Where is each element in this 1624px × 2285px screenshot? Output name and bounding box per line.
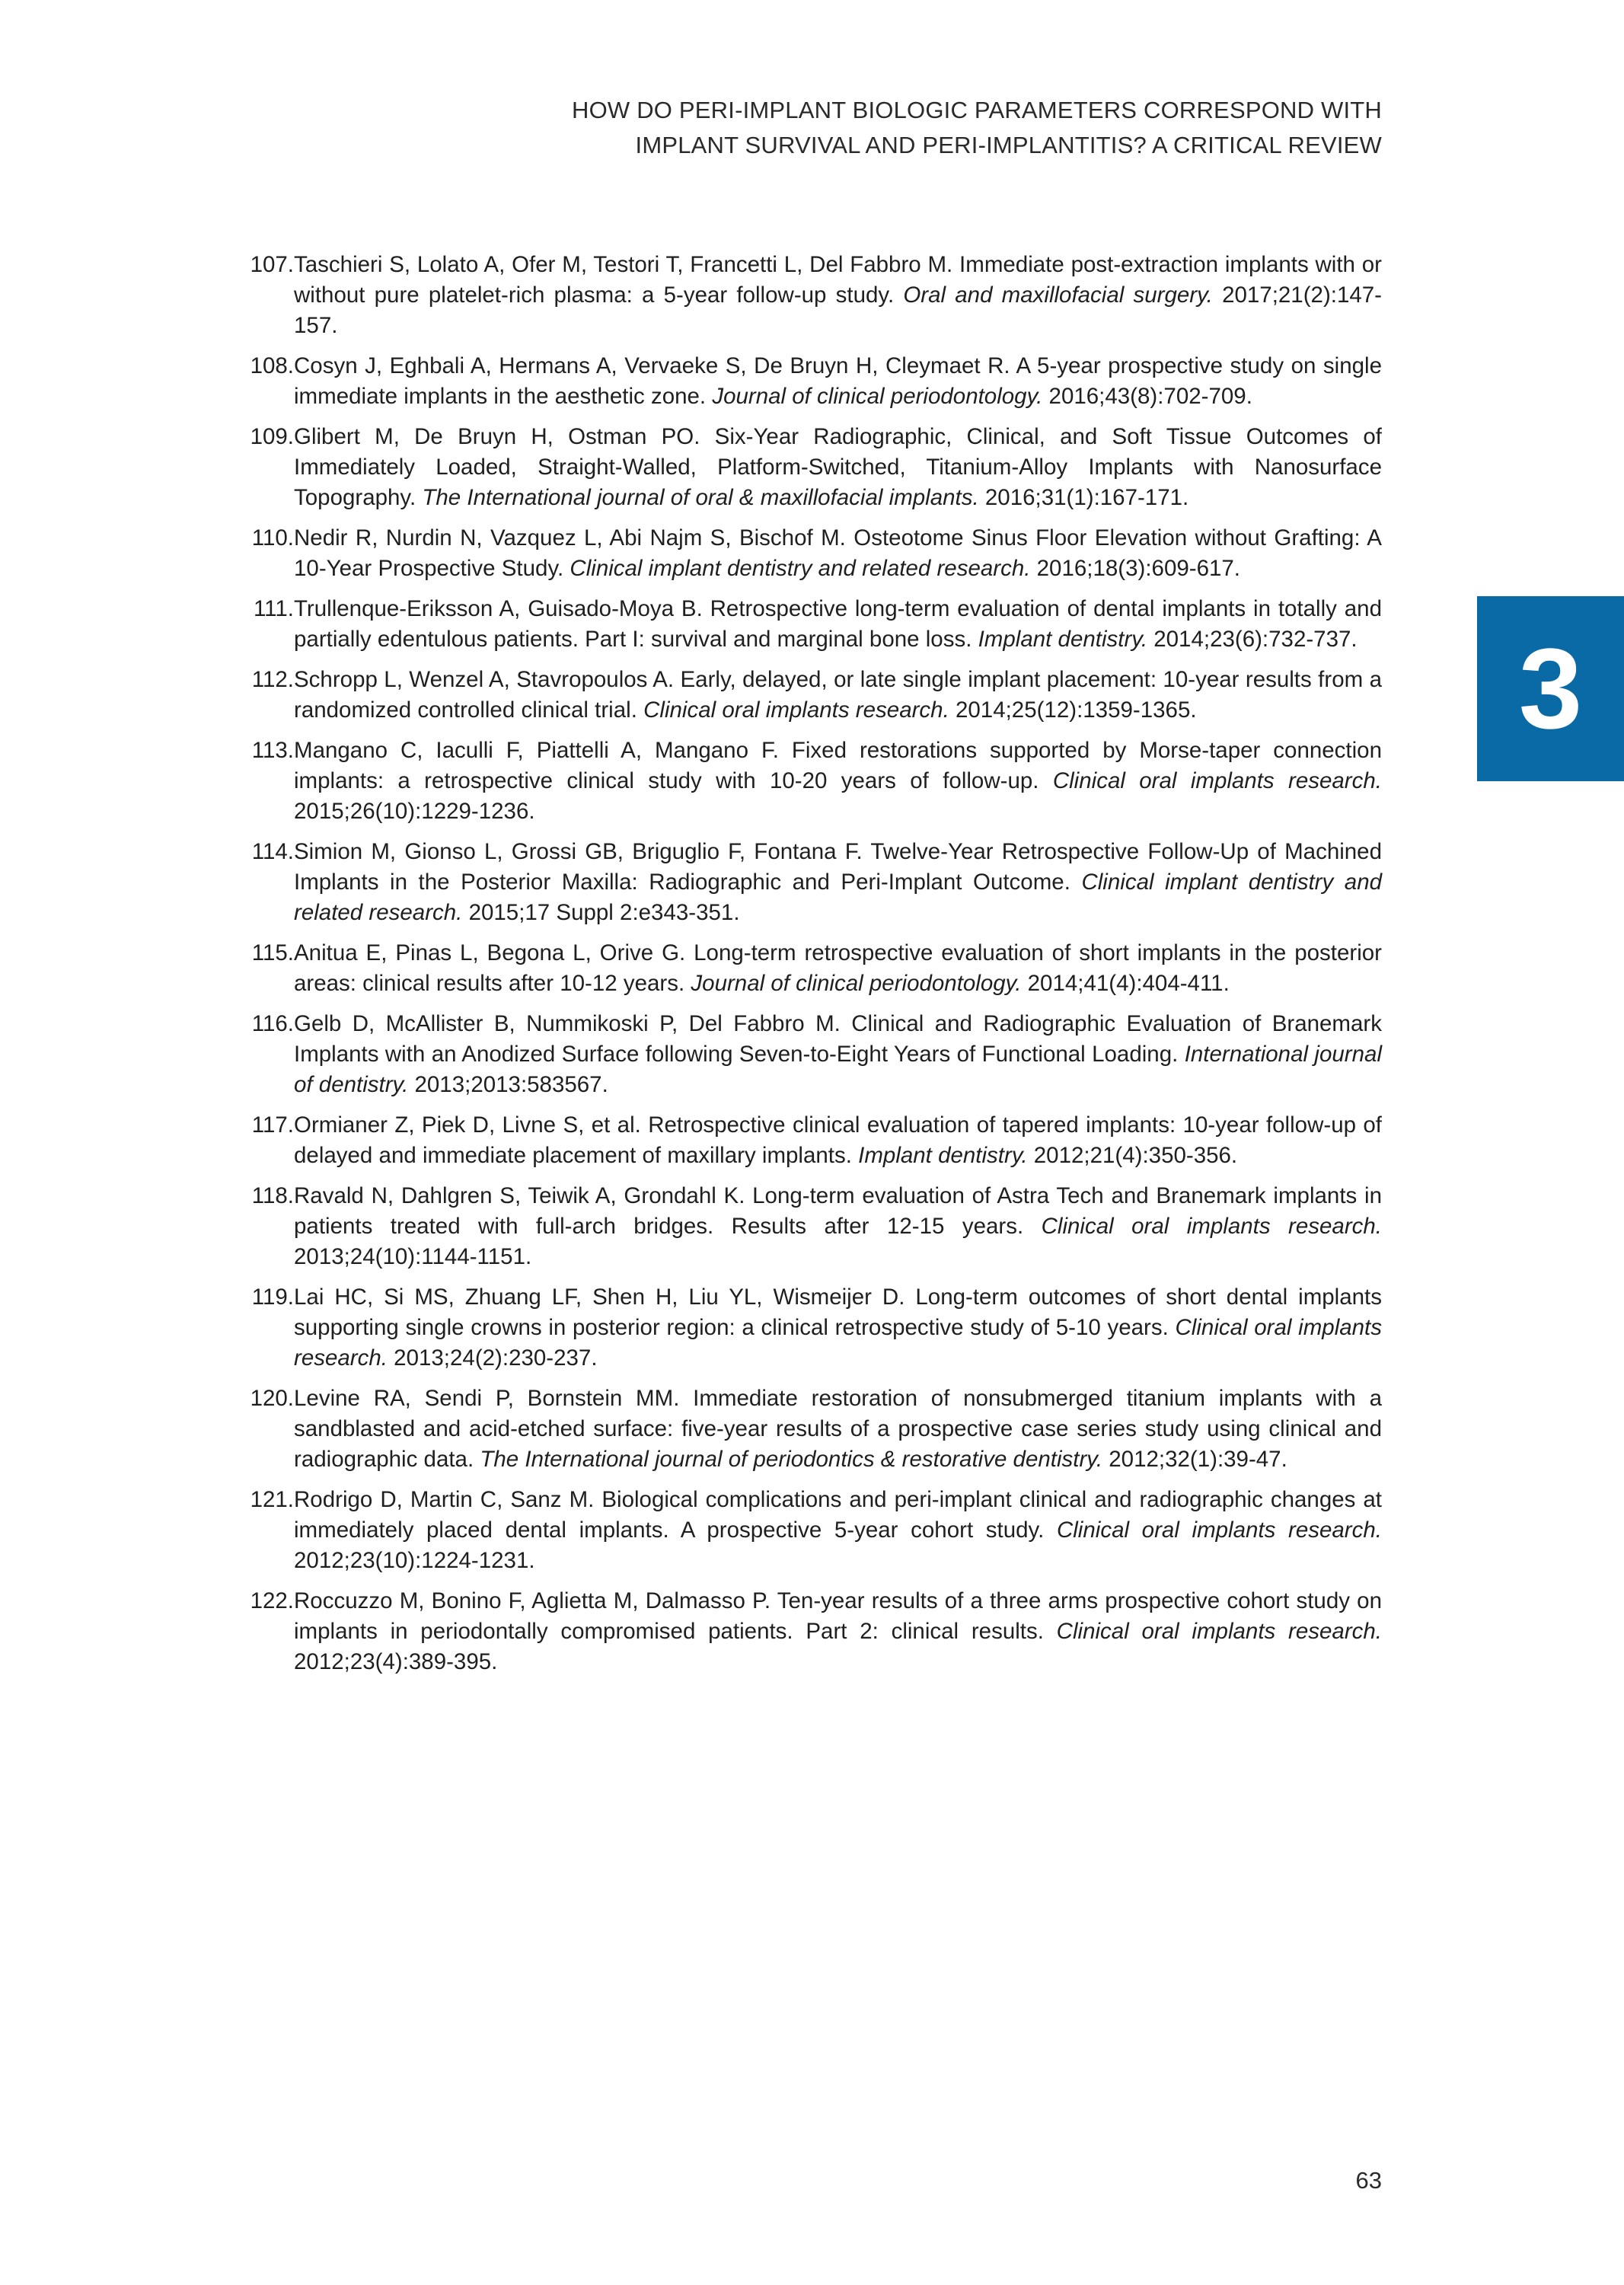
reference-item — [227, 351, 1382, 412]
reference-citation: 2015;26(10):1229-1236. — [294, 799, 535, 824]
reference-number: 107. — [250, 252, 294, 277]
reference-journal: Journal of clinical periodontology. — [691, 971, 1022, 996]
reference-text — [294, 351, 1382, 412]
reference-number: 119. — [251, 1285, 294, 1310]
reference-text — [294, 837, 1382, 928]
reference-citation: 2017;21(2):147-157. — [294, 282, 1383, 338]
reference-authors-title: Simion M, Gionso L, Grossi GB, Briguglio F, Fontana F. Twelve-Year Retrospective Follow-Up of Machined Implants in the Posterior Maxilla: Radiographic and Peri-Implant Outcome. — [294, 839, 1382, 895]
reference-journal: Clinical oral implants research. — [643, 697, 949, 723]
reference-number: 112. — [251, 667, 294, 692]
reference-text — [294, 1110, 1382, 1171]
reference-item — [227, 1009, 1382, 1100]
reference-item — [227, 1181, 1382, 1272]
reference-journal: Clinical implant dentistry and related research. — [570, 556, 1031, 581]
running-header-line-2: IMPLANT SURVIVAL AND PERI-IMPLANTITIS? A CRITICAL REVIEW — [635, 132, 1382, 158]
reference-item — [227, 1282, 1382, 1374]
reference-citation: 2012;32(1):39-47. — [1102, 1447, 1287, 1472]
reference-journal: Clinical oral implants research. — [1056, 1619, 1382, 1644]
reference-number: 121. — [250, 1487, 294, 1512]
reference-authors-title: Anitua E, Pinas L, Begona L, Orive G. Long-term retrospective evaluation of short implants in the posterior areas: clinical results after 10-12 years. — [294, 940, 1382, 996]
reference-number: 118. — [251, 1183, 294, 1208]
reference-text — [294, 1383, 1382, 1475]
reference-item — [227, 523, 1382, 584]
reference-text — [294, 594, 1382, 655]
reference-authors-title: Schropp L, Wenzel A, Stavropoulos A. Early, delayed, or late single implant placement: 10-year results from a randomized controlled clinical trial. — [294, 667, 1382, 723]
reference-number: 120. — [250, 1386, 294, 1411]
reference-number: 111. — [253, 596, 294, 621]
chapter-tab — [1477, 596, 1624, 781]
reference-citation: 2013;2013:583567. — [408, 1072, 608, 1097]
reference-authors-title: Taschieri S, Lolato A, Ofer M, Testori T, Francetti L, Del Fabbro M. Immediate post-extraction implants with or without pure platelet-rich plasma: a 5-year follow-up study. — [294, 252, 1382, 308]
reference-text — [294, 523, 1382, 584]
reference-authors-title: Nedir R, Nurdin N, Vazquez L, Abi Najm S, Bischof M. Osteotome Sinus Floor Elevation without Grafting: A 10-Year Prospective Study. — [294, 525, 1382, 581]
reference-text — [294, 665, 1382, 726]
reference-number: 109. — [250, 424, 294, 449]
page-number: 63 — [1355, 2167, 1382, 2194]
reference-list — [227, 250, 1382, 1687]
reference-number: 115. — [251, 940, 294, 965]
reference-text — [294, 1282, 1382, 1374]
running-header-line-1: HOW DO PERI-IMPLANT BIOLOGIC PARAMETERS CORRESPOND WITH — [572, 97, 1382, 123]
reference-citation: 2014;23(6):732-737. — [1147, 627, 1358, 652]
reference-journal: Clinical oral implants research. — [1056, 1517, 1382, 1543]
reference-authors-title: Trullenque-Eriksson A, Guisado-Moya B. Retrospective long-term evaluation of dental implants in totally and partially edentulous patients. Part I: survival and marginal bone loss. — [294, 596, 1382, 652]
reference-number: 108. — [250, 353, 294, 378]
reference-authors-title: Levine RA, Sendi P, Bornstein MM. Immediate restoration of nonsubmerged titanium implants with a sandblasted and acid-etched surface: five-year results of a prospective case series study using clinical and radiographic data. — [294, 1386, 1382, 1472]
reference-citation: 2016;18(3):609-617. — [1030, 556, 1240, 581]
reference-number: 114. — [251, 839, 294, 864]
reference-item — [227, 837, 1382, 928]
reference-text — [294, 938, 1382, 999]
reference-number: 117. — [251, 1112, 294, 1138]
reference-number: 116. — [251, 1011, 294, 1036]
reference-item — [227, 736, 1382, 827]
reference-authors-title: Glibert M, De Bruyn H, Ostman PO. Six-Year Radiographic, Clinical, and Soft Tissue Outcomes of Immediately Loaded, Straight-Walled, Platform-Switched, Titanium-Alloy Implants with Nanosurface Topography. — [294, 424, 1382, 510]
reference-authors-title: Ormianer Z, Piek D, Livne S, et al. Retrospective clinical evaluation of tapered implants: 10-year follow-up of delayed and immediate placement of maxillary implants. — [294, 1112, 1382, 1168]
reference-journal: Clinical oral implants research. — [1041, 1214, 1382, 1239]
reference-authors-title: Roccuzzo M, Bonino F, Aglietta M, Dalmasso P. Ten-year results of a three arms prospective cohort study on implants in periodontally compromised patients. Part 2: clinical results. — [294, 1588, 1382, 1644]
reference-authors-title: Rodrigo D, Martin C, Sanz M. Biological complications and peri-implant clinical and radiographic changes at immediately placed dental implants. A prospective 5-year cohort study. — [294, 1487, 1382, 1543]
reference-authors-title: Lai HC, Si MS, Zhuang LF, Shen H, Liu YL, Wismeijer D. Long-term outcomes of short dental implants supporting single crowns in posterior region: a clinical retrospective study of 5-10 years. — [294, 1285, 1382, 1340]
reference-number: 113. — [251, 738, 294, 763]
reference-citation: 2014;25(12):1359-1365. — [949, 697, 1197, 723]
reference-journal: Implant dentistry. — [858, 1143, 1028, 1168]
reference-number: 110. — [251, 525, 294, 551]
reference-journal: Oral and maxillofacial surgery. — [903, 282, 1213, 308]
reference-authors-title: Gelb D, McAllister B, Nummikoski P, Del Fabbro M. Clinical and Radiographic Evaluation of Branemark Implants with an Anodized Surface following Seven-to-Eight Years of Functional Loading. — [294, 1011, 1382, 1067]
reference-journal: Implant dentistry. — [978, 627, 1148, 652]
reference-citation: 2013;24(10):1144-1151. — [294, 1244, 532, 1269]
chapter-number: 3 — [1518, 624, 1583, 752]
reference-item — [227, 422, 1382, 513]
reference-journal: Journal of clinical periodontology. — [712, 384, 1043, 409]
reference-authors-title: Cosyn J, Eghbali A, Hermans A, Vervaeke S, De Bruyn H, Cleymaet R. A 5-year prospective study on single immediate implants in the aesthetic zone. — [294, 353, 1382, 409]
reference-number: 122. — [250, 1588, 294, 1613]
reference-item — [227, 938, 1382, 999]
reference-text — [294, 1586, 1382, 1677]
reference-journal: The International journal of periodontics & restorative dentistry. — [480, 1447, 1103, 1472]
reference-citation: 2012;23(4):389-395. — [294, 1649, 498, 1674]
reference-citation: 2016;31(1):167-171. — [978, 485, 1189, 510]
reference-item — [227, 1485, 1382, 1576]
reference-journal: The International journal of oral & maxillofacial implants. — [422, 485, 979, 510]
reference-citation: 2015;17 Suppl 2:e343-351. — [462, 900, 740, 925]
reference-text — [294, 1181, 1382, 1272]
reference-item — [227, 665, 1382, 726]
reference-citation: 2012;23(10):1224-1231. — [294, 1548, 535, 1573]
reference-text — [294, 422, 1382, 513]
reference-journal: Clinical implant dentistry and related research. — [294, 870, 1383, 925]
reference-text — [294, 1009, 1382, 1100]
reference-citation: 2012;21(4):350-356. — [1027, 1143, 1238, 1168]
reference-item — [227, 1383, 1382, 1475]
reference-citation: 2016;43(8):702-709. — [1042, 384, 1252, 409]
reference-journal: Clinical oral implants research. — [294, 1315, 1383, 1371]
reference-journal: International journal of dentistry. — [294, 1042, 1382, 1097]
reference-authors-title: Mangano C, Iaculli F, Piattelli A, Mangano F. Fixed restorations supported by Morse-taper connection implants: a retrospective clinical study with 10-20 years of follow-up. — [294, 738, 1382, 793]
running-header — [572, 93, 1382, 163]
reference-item — [227, 1586, 1382, 1677]
reference-authors-title: Ravald N, Dahlgren S, Teiwik A, Grondahl K. Long-term evaluation of Astra Tech and Branemark implants in patients treated with full-arch bridges. Results after 12-15 years. — [294, 1183, 1382, 1239]
reference-journal: Clinical oral implants research. — [1052, 768, 1382, 793]
reference-citation: 2013;24(2):230-237. — [387, 1345, 598, 1371]
reference-item — [227, 594, 1382, 655]
reference-text — [294, 736, 1382, 827]
reference-item — [227, 1110, 1382, 1171]
reference-citation: 2014;41(4):404-411. — [1021, 971, 1230, 996]
reference-item — [227, 250, 1382, 341]
reference-text — [294, 250, 1382, 341]
reference-text — [294, 1485, 1382, 1576]
